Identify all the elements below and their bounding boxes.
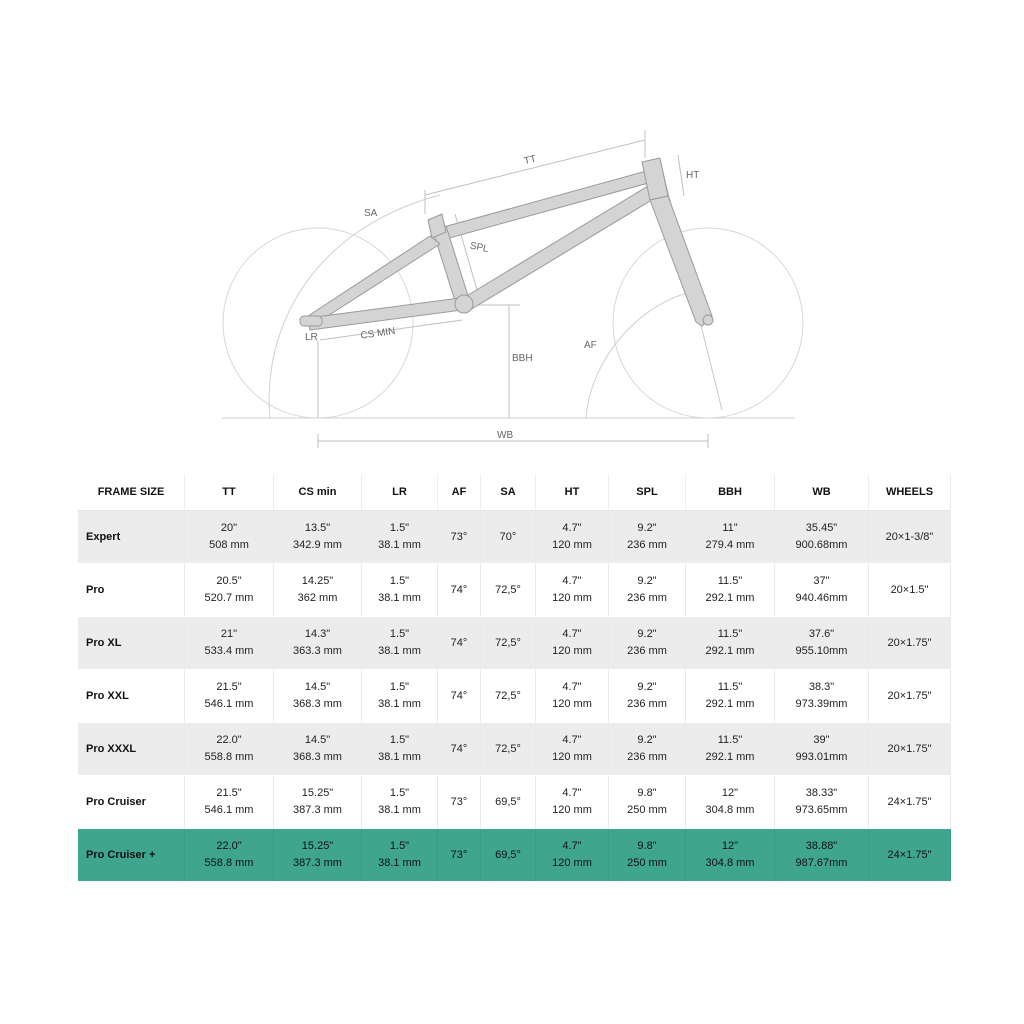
ht-value-line: 120 mm: [552, 804, 592, 816]
geometry-table: [77, 474, 951, 882]
bbh-value-line: 292.1 mm: [705, 645, 755, 657]
frame-size-cell: Pro XXL: [78, 670, 185, 723]
table-row: [78, 776, 951, 829]
column-header: TT: [185, 475, 274, 511]
lr-cell: [362, 723, 438, 776]
spl-value-line: 236 mm: [627, 539, 667, 551]
af-cell: 74°: [438, 723, 481, 776]
spl-value-line: 236 mm: [627, 645, 667, 657]
wb-value-line: 38.88": [805, 840, 838, 852]
af-cell: 73°: [438, 511, 481, 564]
lr-cell: [362, 564, 438, 617]
cs-value-line: 15.25": [301, 787, 334, 799]
spl-cell: [609, 564, 686, 617]
column-header: SPL: [609, 475, 686, 511]
wheels-cell: 20×1.75": [869, 670, 951, 723]
af-cell: 74°: [438, 670, 481, 723]
cs-value-line: 387.3 mm: [293, 804, 342, 816]
wheels-cell: 24×1.75": [869, 776, 951, 829]
tt-cell: [185, 617, 274, 670]
cs-value-line: 14.5": [304, 681, 331, 693]
ht-cell: [536, 564, 609, 617]
spl-cell: [609, 776, 686, 829]
table-row: [78, 829, 951, 882]
af-cell: 73°: [438, 776, 481, 829]
ht-value-line: 120 mm: [552, 698, 592, 710]
bbh-cell: [686, 511, 775, 564]
tt-value-line: 21.5": [216, 787, 242, 799]
bike-geometry-diagram: [0, 0, 1024, 460]
frame-size-cell: Pro XXXL: [78, 723, 185, 776]
ht-value-line: 120 mm: [552, 645, 592, 657]
wb-value-line: 37": [813, 575, 830, 587]
label-wb: WB: [497, 430, 514, 441]
wb-cell: [775, 723, 869, 776]
bbh-cell: [686, 829, 775, 882]
column-header: LR: [362, 475, 438, 511]
ht-cell: [536, 670, 609, 723]
wheels-cell: 20×1.75": [869, 617, 951, 670]
cs-value-line: 363.3 mm: [293, 645, 342, 657]
label-tt: TT: [522, 153, 538, 168]
cs-cell: [274, 776, 362, 829]
tt-value-line: 520.7 mm: [204, 592, 254, 604]
ht-value-line: 120 mm: [552, 857, 592, 869]
frame-size-cell: Pro XL: [78, 617, 185, 670]
wb-value-line: 955.10mm: [795, 645, 848, 657]
label-ht: HT: [686, 170, 700, 181]
spl-value-line: 9.2": [637, 734, 657, 746]
bbh-value-line: 292.1 mm: [705, 698, 755, 710]
cs-value-line: 15.25": [301, 840, 334, 852]
spl-cell: [609, 670, 686, 723]
wb-cell: [775, 670, 869, 723]
tt-value-line: 558.8 mm: [204, 751, 254, 763]
af-cell: 74°: [438, 564, 481, 617]
tt-value-line: 546.1 mm: [204, 804, 254, 816]
tt-value-line: 22.0": [216, 840, 242, 852]
ht-cell: [536, 723, 609, 776]
spl-value-line: 250 mm: [627, 804, 667, 816]
table-row: [78, 511, 951, 564]
tt-value-line: 558.8 mm: [204, 857, 254, 869]
lr-value-line: 38.1 mm: [378, 751, 421, 763]
lr-value-line: 1.5": [389, 628, 410, 640]
bbh-value-line: 304.8 mm: [705, 857, 755, 869]
lr-value-line: 1.5": [389, 734, 410, 746]
column-header: WB: [775, 475, 869, 511]
tt-value-line: 533.4 mm: [204, 645, 254, 657]
spl-value-line: 9.2": [637, 628, 657, 640]
table-row: [78, 723, 951, 776]
tt-cell: [185, 564, 274, 617]
bbh-cell: [686, 670, 775, 723]
front-dropout: [703, 315, 713, 325]
bbh-value-line: 11.5": [717, 628, 743, 640]
wb-cell: [775, 776, 869, 829]
bike-frame: [300, 158, 713, 330]
wb-value-line: 987.67mm: [795, 857, 848, 869]
wb-value-line: 38.3": [808, 681, 835, 693]
wheels-cell: 20×1.75": [869, 723, 951, 776]
lr-cell: [362, 617, 438, 670]
label-af: AF: [584, 340, 597, 351]
spl-value-line: 236 mm: [627, 751, 667, 763]
bbh-cell: [686, 564, 775, 617]
wb-cell: [775, 511, 869, 564]
lr-cell: [362, 776, 438, 829]
tt-value-line: 20.5": [216, 575, 242, 587]
cs-value-line: 362 mm: [297, 592, 338, 604]
cs-cell: [274, 829, 362, 882]
ht-value-line: 120 mm: [552, 751, 592, 763]
lr-value-line: 38.1 mm: [378, 804, 421, 816]
ht-value-line: 120 mm: [552, 592, 592, 604]
label-bbh: BBH: [512, 353, 533, 364]
rear-dropout: [300, 316, 322, 326]
lr-cell: [362, 829, 438, 882]
bbh-value-line: 11.5": [717, 681, 743, 693]
cs-cell: [274, 511, 362, 564]
label-cs: CS MIN: [359, 325, 397, 342]
lr-cell: [362, 511, 438, 564]
tt-cell: [185, 670, 274, 723]
wb-value-line: 973.65mm: [795, 804, 848, 816]
wb-value-line: 993.01mm: [795, 751, 848, 763]
lr-value-line: 38.1 mm: [378, 592, 421, 604]
tt-cell: [185, 511, 274, 564]
spl-value-line: 9.2": [637, 681, 657, 693]
frame-size-cell: Expert: [78, 511, 185, 564]
af-cell: 73°: [438, 829, 481, 882]
spl-value-line: 9.8": [637, 787, 657, 799]
lr-value-line: 1.5": [389, 787, 410, 799]
wb-value-line: 38.33": [805, 787, 838, 799]
tt-value-line: 508 mm: [209, 539, 249, 551]
sa-cell: 69,5°: [481, 776, 536, 829]
ht-value-line: 4.7": [562, 787, 582, 799]
bbh-value-line: 11.5": [717, 734, 743, 746]
lr-value-line: 38.1 mm: [378, 539, 421, 551]
lr-value-line: 1.5": [389, 840, 410, 852]
tt-cell: [185, 723, 274, 776]
spl-cell: [609, 511, 686, 564]
spl-value-line: 236 mm: [627, 592, 667, 604]
wb-value-line: 940.46mm: [795, 592, 848, 604]
ht-value-line: 4.7": [562, 522, 582, 534]
column-header: AF: [438, 475, 481, 511]
tt-value-line: 22.0": [216, 734, 242, 746]
spl-cell: [609, 829, 686, 882]
ht-cell: [536, 511, 609, 564]
wb-cell: [775, 829, 869, 882]
ht-value-line: 4.7": [562, 840, 582, 852]
column-header: FRAME SIZE: [78, 475, 185, 511]
cs-cell: [274, 617, 362, 670]
ht-value-line: 4.7": [562, 734, 582, 746]
bbh-cell: [686, 723, 775, 776]
cs-cell: [274, 564, 362, 617]
table-row: [78, 564, 951, 617]
lr-value-line: 1.5": [389, 575, 410, 587]
af-arc: [586, 290, 700, 418]
ht-cell: [536, 617, 609, 670]
ht-cell: [536, 776, 609, 829]
wb-cell: [775, 617, 869, 670]
frame-size-cell: Pro: [78, 564, 185, 617]
spl-cell: [609, 723, 686, 776]
tt-cell: [185, 776, 274, 829]
spl-value-line: 9.2": [637, 575, 657, 587]
sa-cell: 72,5°: [481, 670, 536, 723]
cs-value-line: 14.3": [304, 628, 331, 640]
cs-cell: [274, 670, 362, 723]
wb-cell: [775, 564, 869, 617]
label-lr: LR: [305, 332, 318, 343]
spl-value-line: 250 mm: [627, 857, 667, 869]
cs-value-line: 13.5": [304, 522, 331, 534]
spl-value-line: 9.2": [637, 522, 657, 534]
ht-value-line: 4.7": [562, 681, 582, 693]
cs-value-line: 387.3 mm: [293, 857, 342, 869]
bbh-value-line: 12": [721, 840, 739, 852]
table-row: [78, 670, 951, 723]
bbh-value-line: 292.1 mm: [705, 751, 755, 763]
cs-cell: [274, 723, 362, 776]
frame-size-cell: Pro Cruiser +: [78, 829, 185, 882]
table-body: [78, 511, 951, 882]
cs-value-line: 368.3 mm: [293, 698, 342, 710]
label-sa: SA: [364, 208, 378, 219]
frame-size-cell: Pro Cruiser: [78, 776, 185, 829]
lr-value-line: 1.5": [389, 681, 410, 693]
wb-value-line: 37.6": [808, 628, 835, 640]
spl-value-line: 9.8": [637, 840, 657, 852]
lr-value-line: 38.1 mm: [378, 698, 421, 710]
bbh-value-line: 304.8 mm: [705, 804, 755, 816]
column-header: CS min: [274, 475, 362, 511]
bottom-bracket: [455, 295, 473, 313]
spl-value-line: 236 mm: [627, 698, 667, 710]
lr-value-line: 38.1 mm: [378, 645, 421, 657]
bbh-value-line: 11.5": [717, 575, 743, 587]
wheels-cell: 24×1.75": [869, 829, 951, 882]
tt-value-line: 546.1 mm: [204, 698, 254, 710]
bbh-cell: [686, 617, 775, 670]
lr-value-line: 38.1 mm: [378, 857, 421, 869]
cs-value-line: 14.25": [301, 575, 334, 587]
ht-value-line: 4.7": [562, 628, 582, 640]
wb-value-line: 35.45": [805, 522, 838, 534]
sa-cell: 72,5°: [481, 617, 536, 670]
bbh-value-line: 292.1 mm: [705, 592, 755, 604]
bbh-cell: [686, 776, 775, 829]
sa-cell: 72,5°: [481, 564, 536, 617]
tt-value-line: 21": [220, 628, 238, 640]
ht-value-line: 4.7": [562, 575, 582, 587]
column-header: SA: [481, 475, 536, 511]
table-row: [78, 617, 951, 670]
wheels-cell: 20×1.5": [869, 564, 951, 617]
cs-value-line: 342.9 mm: [293, 539, 342, 551]
af-cell: 74°: [438, 617, 481, 670]
bbh-value-line: 12": [721, 787, 739, 799]
ht-value-line: 120 mm: [552, 539, 592, 551]
wb-value-line: 900.68mm: [795, 539, 848, 551]
tt-value-line: 21.5": [216, 681, 242, 693]
sa-cell: 72,5°: [481, 723, 536, 776]
ht-dimension: [678, 155, 684, 196]
ht-cell: [536, 829, 609, 882]
bbh-value-line: 279.4 mm: [705, 539, 755, 551]
sa-cell: 69,5°: [481, 829, 536, 882]
column-header: WHEELS: [869, 475, 951, 511]
table-header-row: [78, 475, 951, 511]
lr-cell: [362, 670, 438, 723]
tt-value-line: 20": [220, 522, 238, 534]
label-spl: SPL: [468, 240, 490, 256]
column-header: HT: [536, 475, 609, 511]
column-header: BBH: [686, 475, 775, 511]
cs-value-line: 14.5": [304, 734, 331, 746]
bbh-value-line: 11": [722, 522, 738, 534]
fork: [650, 196, 712, 326]
wheels-cell: 20×1-3/8": [869, 511, 951, 564]
spl-cell: [609, 617, 686, 670]
wb-value-line: 39": [813, 734, 830, 746]
wb-value-line: 973.39mm: [795, 698, 848, 710]
lr-value-line: 1.5": [389, 522, 410, 534]
sa-cell: 70°: [481, 511, 536, 564]
cs-value-line: 368.3 mm: [293, 751, 342, 763]
tt-cell: [185, 829, 274, 882]
